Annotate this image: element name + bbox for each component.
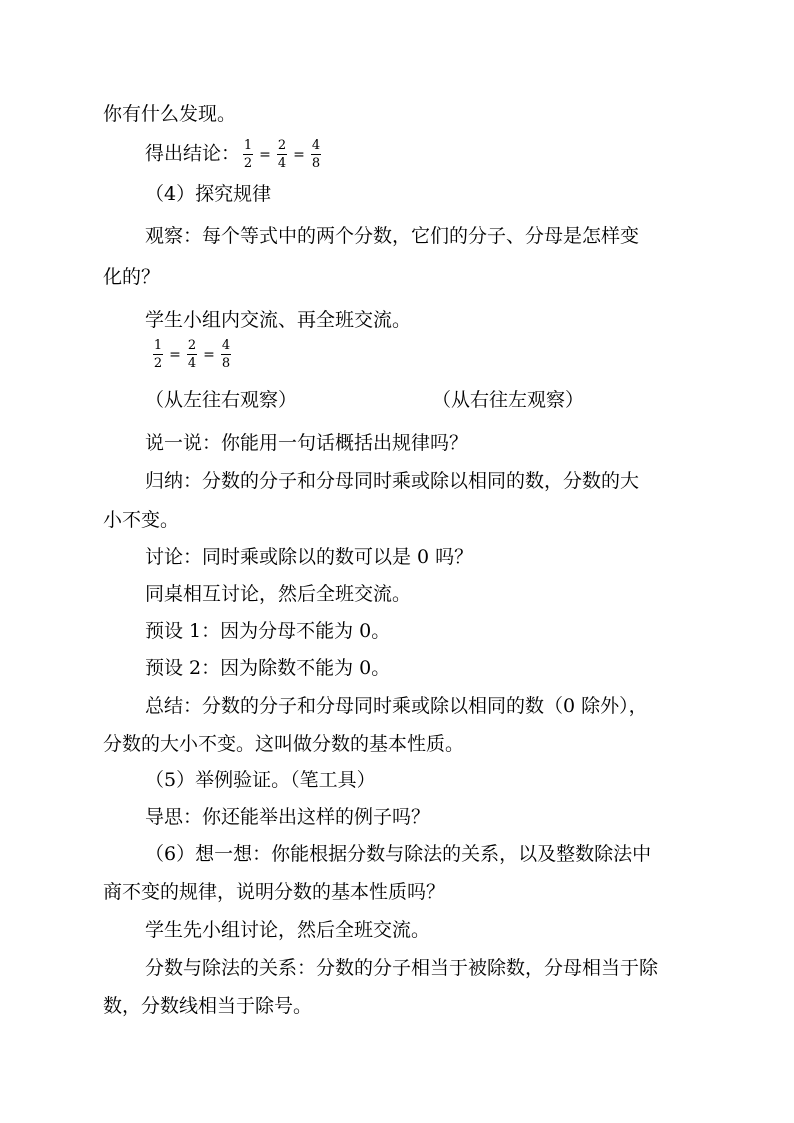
text-line-16: 分数的大小不变。这叫做分数的基本性质。 [103,733,465,755]
fraction: $\frac{1}{2}$ [153,338,163,371]
text-line-23: 数，分数线相当于除号。 [103,995,313,1017]
conclusion-label: 得出结论： [145,142,241,165]
text-line-15: 总结：分数的分子和分母同时乘或除以相同的数（0 除外）， [145,695,648,717]
text-line-5: 化的？ [103,266,161,288]
fraction: $\frac{1}{2}$ [243,138,253,171]
section-heading-4: （4）探究规律 [145,183,272,205]
equals-sign: = [259,146,271,163]
text-line-12: 同桌相互讨论，然后全班交流。 [145,583,412,605]
text-line-6: 学生小组内交流、再全班交流。 [145,309,412,331]
text-line-21: 学生先小组讨论，然后全班交流。 [145,919,431,941]
fraction: $\frac{4}{8}$ [311,138,321,171]
text-line-11: 讨论：同时乘或除以的数可以是 0 吗？ [145,546,474,568]
fraction: $\frac{4}{8}$ [221,338,231,371]
text-line-9: 归纳：分数的分子和分母同时乘或除以相同的数，分数的大 [145,470,640,492]
text-line-1: 你有什么发现。 [103,103,237,125]
text-line-8: 说一说：你能用一句话概括出规律吗？ [145,432,469,454]
equals-sign: = [293,146,305,163]
fraction: $\frac{2}{4}$ [277,138,287,171]
conclusion-line [145,138,322,171]
fraction-equation [152,338,232,371]
text-line-10: 小不变。 [103,509,180,531]
fraction: $\frac{2}{4}$ [187,338,197,371]
text-line-13: 预设 1：因为分母不能为 0。 [145,620,391,642]
text-line-20: 商不变的规律，说明分数的基本性质吗？ [103,881,446,903]
section-heading-5: （5）举例验证。（笔工具） [145,769,376,791]
equals-sign: = [203,346,215,363]
text-line-18: 导思：你还能举出这样的例子吗？ [145,806,431,828]
observe-left-to-right: （从左往右观察） [145,389,298,411]
section-heading-6: （6）想一想：你能根据分数与除法的关系，以及整数除法中 [145,843,652,865]
text-line-14: 预设 2：因为除数不能为 0。 [145,657,391,679]
equals-sign: = [169,346,181,363]
observe-right-to-left: （从右往左观察） [432,389,585,411]
text-line-22: 分数与除法的关系：分数的分子相当于被除数，分母相当于除 [145,957,659,979]
conclusion-equation [242,138,322,171]
text-line-4: 观察：每个等式中的两个分数，它们的分子、分母是怎样变 [145,225,640,247]
